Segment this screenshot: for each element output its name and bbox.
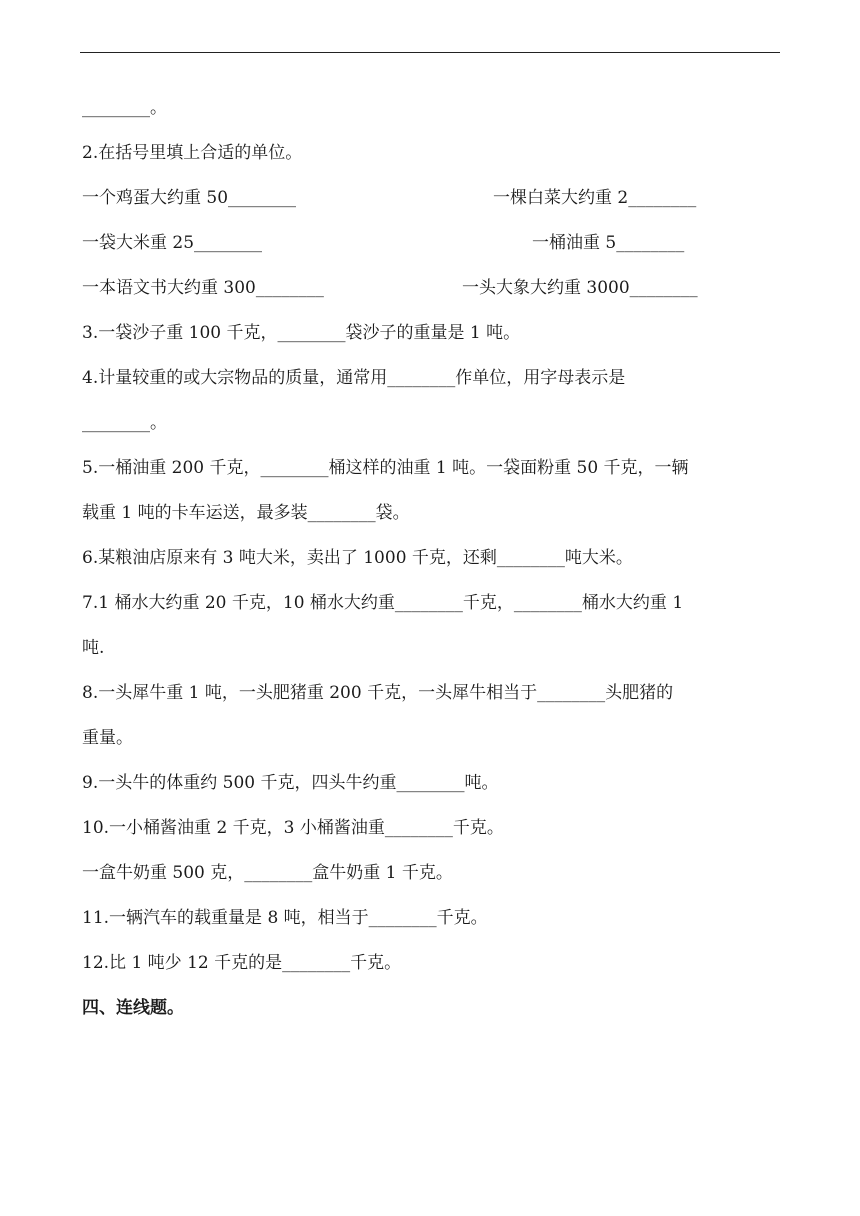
question-11: 11.一辆汽车的载重量是 8 吨，相当于________千克。 [82, 908, 488, 928]
question-12: 12.比 1 吨少 12 千克的是________千克。 [82, 953, 402, 973]
header-rule [80, 52, 780, 53]
question-2-item-book: 一本语文书大约重 300________ [82, 278, 324, 298]
question-2-item-elephant: 一头大象大约重 3000________ [462, 278, 698, 298]
question-6: 6.某粮油店原来有 3 吨大米，卖出了 1000 千克，还剩________吨大米。 [82, 548, 633, 568]
question-2-item-rice: 一袋大米重 25________ [82, 233, 263, 253]
question-4-continued: ________。 [82, 413, 167, 433]
question-5: 5.一桶油重 200 千克，________桶这样的油重 1 吨。一袋面粉重 50 千克，一辆 [82, 458, 689, 478]
question-4: 4.计量较重的或大宗物品的质量，通常用________作单位，用字母表示是 [82, 368, 626, 388]
question-2-item-egg: 一个鸡蛋大约重 50________ [82, 188, 297, 208]
question-10: 10.一小桶酱油重 2 千克，3 小桶酱油重________千克。 [82, 818, 504, 838]
question-2-item-oil: 一桶油重 5________ [532, 233, 685, 253]
question-9: 9.一头牛的体重约 500 千克，四头牛约重________吨。 [82, 773, 499, 793]
question-7-continued: 吨. [82, 638, 105, 658]
question-3: 3.一袋沙子重 100 千克，________袋沙子的重量是 1 吨。 [82, 323, 521, 343]
section-4-heading: 四、连线题。 [82, 998, 184, 1018]
question-2-item-cabbage: 一棵白菜大约重 2________ [493, 188, 697, 208]
question-5-continued: 载重 1 吨的卡车运送，最多装________袋。 [82, 503, 410, 523]
answer-blank-line: ________。 [82, 98, 167, 118]
question-8-continued: 重量。 [82, 728, 133, 748]
question-8: 8.一头犀牛重 1 吨，一头肥猪重 200 千克，一头犀牛相当于________头肥猪的 [82, 683, 674, 703]
question-2-title: 2.在括号里填上合适的单位。 [82, 143, 303, 163]
question-7: 7.1 桶水大约重 20 千克，10 桶水大约重________千克，________桶水大约重 1 [82, 593, 684, 613]
question-10-continued: 一盒牛奶重 500 克，________盒牛奶重 1 千克。 [82, 863, 453, 883]
